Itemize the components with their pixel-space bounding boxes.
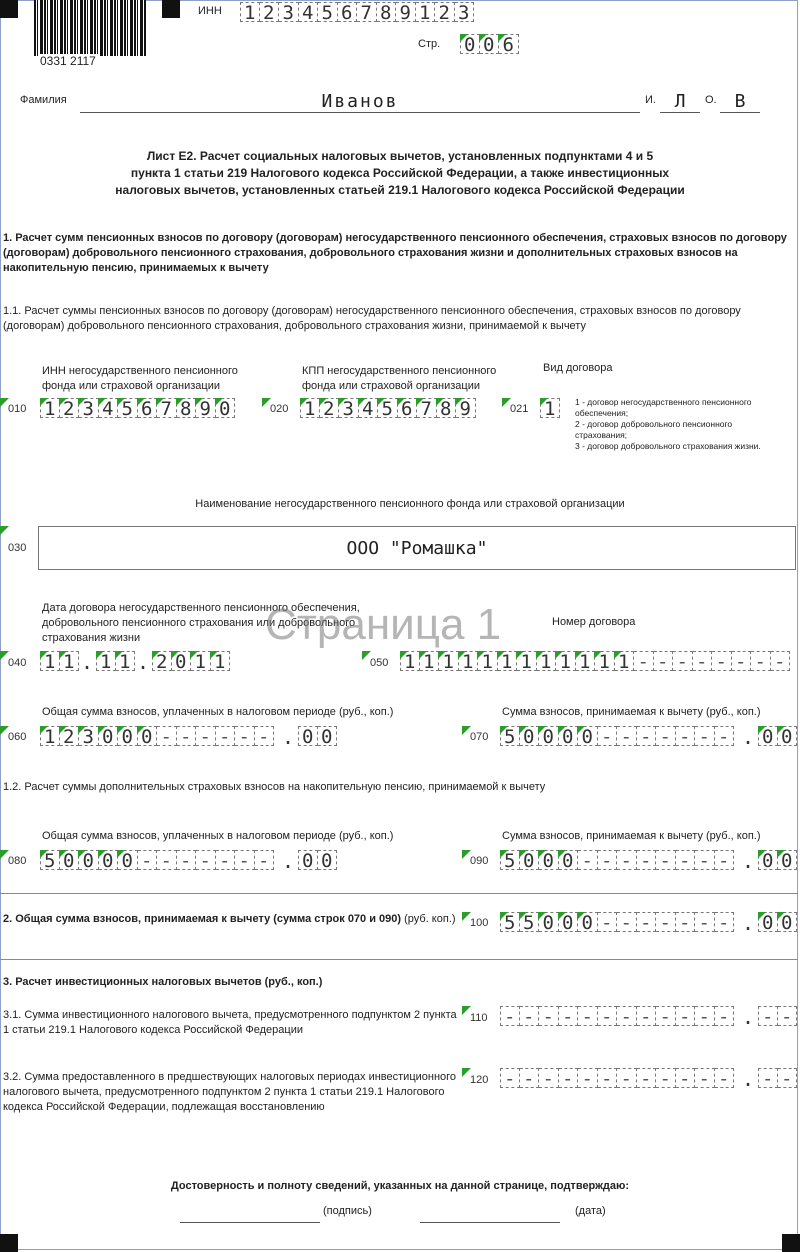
char-cell[interactable]: 8 [437,398,457,418]
signature-line[interactable] [180,1222,320,1223]
char-cell[interactable]: 0 [578,726,598,746]
char-cell[interactable]: 2 [435,2,455,22]
char-cell[interactable]: 0 [99,726,119,746]
date-dot-1: . [80,650,94,674]
char-cell[interactable] [715,1006,735,1026]
char-cell[interactable]: 6 [398,398,418,418]
initial-i-label: И. [645,94,656,106]
char-cell[interactable]: 1 [40,398,60,418]
code-050: 050 [370,657,389,669]
contract-date-year[interactable] [152,651,230,673]
char-cell[interactable]: 1 [211,651,231,671]
code-010: 010 [8,403,27,415]
char-cell[interactable]: 9 [456,398,476,418]
char-cell[interactable] [500,1006,520,1026]
char-cell[interactable] [693,651,713,671]
char-cell[interactable] [695,726,715,746]
date-label: (дата) [575,1205,606,1217]
char-cell[interactable]: 0 [318,850,338,870]
page-label: Стр. [418,38,441,50]
char-cell[interactable] [715,726,735,746]
char-cell[interactable]: 0 [460,34,480,54]
char-cell[interactable]: 3 [455,2,475,22]
dot-060: . [281,725,295,749]
char-cell[interactable]: 0 [520,726,540,746]
char-cell[interactable]: 1 [576,651,596,671]
section2-heading [3,912,458,927]
char-cell[interactable]: 1 [540,398,560,418]
char-cell[interactable]: 2 [320,398,340,418]
inn-fund-cells[interactable] [40,398,235,420]
char-cell[interactable]: 0 [539,850,559,870]
char-cell[interactable]: 1 [116,651,136,671]
divider-2 [0,959,798,960]
code-040: 040 [8,657,27,669]
total-paid-label-1: Общая сумма взносов, уплаченных в налоговом периоде (руб., коп.) [42,706,394,718]
date-dot-2: . [136,650,150,674]
section2-heading-unit: (руб. коп.) [401,913,456,925]
subsection-3-2: 3.2. Сумма предоставленного в предшествующих налоговых периодах инвестиционного налогового вычета, предусмотренного подпунктом 2 пункта 1 статьи 219.1 Налогового кодекса Российской Федерации, подлежащая восстановлению [3,1071,457,1113]
char-cell[interactable] [520,1006,540,1026]
barcode-image [34,0,146,56]
char-cell[interactable] [637,912,657,932]
code-120: 120 [470,1074,489,1086]
char-cell[interactable]: 0 [480,34,500,54]
char-cell[interactable] [559,1006,579,1026]
amount-060-rub[interactable] [40,726,274,748]
char-cell[interactable]: 1 [517,651,537,671]
char-cell[interactable] [598,850,618,870]
amount-060-kop[interactable] [298,726,337,748]
char-cell[interactable] [598,912,618,932]
char-cell[interactable] [656,1068,676,1088]
dot-100: . [741,911,755,935]
subsection-1-1: 1.1. Расчет суммы пенсионных взносов по договору (договорам) негосударственного пенсионного обеспечения, страховых взносов по договору (договорам) добровольного пенсионного страхования, добровольного страхования жизни, принимаемой к вычету [3,305,741,332]
char-cell[interactable]: 1 [537,651,557,671]
row-flag-030 [0,526,9,535]
char-cell[interactable] [656,912,676,932]
char-cell[interactable]: 5 [500,912,520,932]
code-060: 060 [8,731,27,743]
inn-fund-label: ИНН негосударственного пенсионного фонда или страховой организации [42,365,238,392]
char-cell[interactable]: 1 [40,651,60,671]
char-cell[interactable] [578,1006,598,1026]
char-cell[interactable]: 0 [758,726,778,746]
sheet-title: Лист Е2. Расчет социальных налоговых вычетов, установленных подпунктами 4 и 5 пункта 1 статьи 219 Налогового кодекса Российской Федерации, а также инвестиционных налоговых вычетов, установленных статьей 219.1 Налогового кодекса Российской Федерации [115,149,685,197]
fund-name-field[interactable]: ООО "Ромашка" [38,526,796,570]
char-cell[interactable] [778,1068,798,1088]
char-cell[interactable]: 7 [157,398,177,418]
char-cell[interactable] [539,1068,559,1088]
char-cell[interactable] [676,1068,696,1088]
char-cell[interactable]: 3 [339,398,359,418]
dot-080: . [281,849,295,873]
char-cell[interactable]: 8 [177,398,197,418]
char-cell[interactable]: 5 [500,850,520,870]
char-cell[interactable]: 7 [417,398,437,418]
amount-100-kop[interactable] [758,912,797,934]
char-cell[interactable] [778,1006,798,1026]
char-cell[interactable] [715,1068,735,1088]
char-cell[interactable]: 0 [758,912,778,932]
signature-label: (подпись) [323,1205,372,1217]
char-cell[interactable] [598,1068,618,1088]
char-cell[interactable]: 0 [138,726,158,746]
contract-number-label: Номер договора [552,616,636,628]
section3-heading: 3. Расчет инвестиционных налоговых вычетов (руб., коп.) [3,976,323,988]
char-cell[interactable]: 0 [539,912,559,932]
char-cell[interactable] [695,850,715,870]
code-080: 080 [8,855,27,867]
char-cell[interactable] [235,850,255,870]
code-070: 070 [470,731,489,743]
char-cell[interactable]: 0 [778,912,798,932]
code-100: 100 [470,917,489,929]
kpp-fund-label: КПП негосударственного пенсионного фонда или страховой организации [302,365,497,392]
char-cell[interactable]: 0 [298,726,318,746]
amount-090-kop[interactable] [758,850,797,872]
char-cell[interactable] [617,1006,637,1026]
initial-o-label: О. [705,94,717,106]
char-cell[interactable] [255,726,275,746]
char-cell[interactable]: 1 [556,651,576,671]
code-030: 030 [8,542,27,554]
contract-type-note: 1 - договор негосударственного пенсионного обеспечения; 2 - договор добровольного пенсионного страхования; 3 - договор добровольного страхования жизни. [575,397,761,451]
char-cell[interactable]: 2 [260,2,280,22]
char-cell[interactable] [578,1068,598,1088]
char-cell[interactable] [617,726,637,746]
char-cell[interactable] [715,850,735,870]
section1-heading: 1. Расчет сумм пенсионных взносов по договору (договорам) негосударственного пенсионного обеспечения, страховых взносов по договору (договорам) добровольного пенсионного страхования, добровольного страхования жизни и дополнительных страховых взносов на накопительную пенсию, принимаемых к вычету [3,232,787,274]
char-cell[interactable]: 0 [778,726,798,746]
char-cell[interactable] [695,1068,715,1088]
section2-heading-bold: 2. Общая сумма взносов, принимаемая к вычету (сумма строк 070 и 090) [3,913,402,925]
kpp-fund-cells[interactable] [300,398,476,420]
char-cell[interactable]: 2 [60,398,80,418]
char-cell[interactable] [216,726,236,746]
contract-date-month[interactable] [96,651,135,673]
char-cell[interactable]: 0 [559,850,579,870]
amount-120-kop[interactable] [758,1068,797,1090]
contract-type-label: Вид договора [543,362,613,374]
contract-date-day[interactable] [40,651,79,673]
char-cell[interactable]: 5 [40,850,60,870]
surname-line [80,112,640,113]
char-cell[interactable] [216,850,236,870]
deductible-label-1: Сумма взносов, принимаемая к вычету (руб., коп.) [502,706,761,718]
char-cell[interactable]: 9 [396,2,416,22]
char-cell[interactable] [177,726,197,746]
char-cell[interactable]: 5 [500,726,520,746]
amount-110-rub[interactable] [500,1006,734,1028]
contract-type-cells[interactable] [540,398,560,420]
char-cell[interactable] [695,1006,715,1026]
corner-marker-bottom-right [782,1234,800,1252]
char-cell[interactable]: 4 [359,398,379,418]
dot-110: . [741,1005,755,1029]
char-cell[interactable]: 6 [499,34,519,54]
char-cell[interactable] [559,1068,579,1088]
initial-o-line [720,112,760,113]
total-paid-label-2: Общая сумма взносов, уплаченных в налоговом периоде (руб., коп.) [42,830,394,842]
char-cell[interactable]: 1 [40,726,60,746]
char-cell[interactable]: 5 [118,398,138,418]
page-cells[interactable] [460,34,519,56]
confirmation-text: Достоверность и полноту сведений, указанных на данной странице, подтверждаю: [170,1180,630,1192]
char-cell[interactable]: 1 [498,651,518,671]
amount-110-kop[interactable] [758,1006,797,1028]
surname-label: Фамилия [20,94,67,106]
char-cell[interactable]: 1 [96,651,116,671]
char-cell[interactable] [157,726,177,746]
char-cell[interactable] [715,912,735,932]
initial-i-line [660,112,700,113]
initial-i-value[interactable]: Л [674,91,686,112]
char-cell[interactable] [520,1068,540,1088]
char-cell[interactable]: 2 [152,651,172,671]
code-110: 110 [470,1012,488,1024]
char-cell[interactable]: 1 [400,651,420,671]
char-cell[interactable]: 0 [79,850,99,870]
char-cell[interactable] [637,726,657,746]
corner-marker-top-left [0,0,18,18]
char-cell[interactable]: 3 [279,2,299,22]
char-cell[interactable]: 0 [298,850,318,870]
corner-marker-bottom-left [0,1234,18,1252]
char-cell[interactable] [255,850,275,870]
char-cell[interactable]: 9 [196,398,216,418]
char-cell[interactable] [598,726,618,746]
inn-cells[interactable] [240,2,474,24]
char-cell[interactable] [695,912,715,932]
char-cell[interactable]: 1 [478,651,498,671]
char-cell[interactable] [751,651,771,671]
char-cell[interactable] [673,651,693,671]
char-cell[interactable] [157,850,177,870]
dot-090: . [741,849,755,873]
char-cell[interactable]: 6 [138,398,158,418]
initial-o-value[interactable]: В [734,91,746,112]
divider-1 [0,893,798,894]
char-cell[interactable]: 0 [216,398,236,418]
page-watermark: Страница 1 [265,600,502,649]
char-cell[interactable]: 5 [378,398,398,418]
char-cell[interactable] [758,1068,778,1088]
amount-070-rub[interactable] [500,726,734,748]
char-cell[interactable]: 1 [459,651,479,671]
char-cell[interactable]: 0 [118,850,138,870]
char-cell[interactable] [235,726,255,746]
amount-080-rub[interactable] [40,850,274,872]
subsection-1-2: 1.2. Расчет суммы дополнительных страховых взносов на накопительную пенсию, принимаемой к вычету [3,781,546,793]
char-cell[interactable]: 1 [240,2,260,22]
amount-070-kop[interactable] [758,726,797,748]
char-cell[interactable] [676,726,696,746]
char-cell[interactable] [637,1006,657,1026]
char-cell[interactable]: 0 [539,726,559,746]
code-020: 020 [270,403,289,415]
char-cell[interactable]: 3 [79,726,99,746]
char-cell[interactable] [637,1068,657,1088]
char-cell[interactable] [617,850,637,870]
fund-name-label: Наименование негосударственного пенсионного фонда или страховой организации [195,498,625,510]
char-cell[interactable]: 1 [191,651,211,671]
inn-label: ИНН [198,5,222,17]
subsection-3-1: 3.1. Сумма инвестиционного налогового вычета, предусмотренного подпунктом 2 пункта 1 статьи 219.1 Налогового кодекса Российской Федерации [3,1009,457,1036]
char-cell[interactable]: 0 [60,850,80,870]
corner-marker-top [162,0,180,18]
contract-date-label: Дата договора негосударственного пенсионного обеспечения, добровольного пенсионного страхования или добровольного страхования жизни [42,602,360,644]
amount-090-rub[interactable] [500,850,734,872]
char-cell[interactable]: 2 [60,726,80,746]
char-cell[interactable]: 0 [118,726,138,746]
char-cell[interactable] [771,651,791,671]
char-cell[interactable]: 1 [420,651,440,671]
amount-080-kop[interactable] [298,850,337,872]
char-cell[interactable] [656,1006,676,1026]
amount-100-rub[interactable] [500,912,734,934]
dot-070: . [741,725,755,749]
char-cell[interactable]: 1 [60,651,80,671]
char-cell[interactable]: 7 [357,2,377,22]
amount-120-rub[interactable] [500,1068,734,1090]
char-cell[interactable]: 1 [615,651,635,671]
char-cell[interactable]: 8 [377,2,397,22]
char-cell[interactable]: 5 [318,2,338,22]
char-cell[interactable]: 4 [299,2,319,22]
char-cell[interactable] [177,850,197,870]
char-cell[interactable] [196,850,216,870]
char-cell[interactable]: 0 [758,850,778,870]
char-cell[interactable]: 0 [99,850,119,870]
char-cell[interactable] [500,1068,520,1088]
contract-number-cells[interactable] [400,651,790,673]
char-cell[interactable]: 1 [595,651,615,671]
surname-value[interactable]: Иванов [321,91,399,112]
char-cell[interactable] [138,850,158,870]
date-line[interactable] [420,1222,560,1223]
char-cell[interactable]: 6 [338,2,358,22]
char-cell[interactable] [637,850,657,870]
char-cell[interactable]: 1 [300,398,320,418]
char-cell[interactable]: 1 [439,651,459,671]
char-cell[interactable] [676,1006,696,1026]
char-cell[interactable] [196,726,216,746]
char-cell[interactable]: 1 [416,2,436,22]
char-cell[interactable]: 0 [172,651,192,671]
char-cell[interactable] [676,912,696,932]
char-cell[interactable]: 0 [520,850,540,870]
char-cell[interactable] [712,651,732,671]
char-cell[interactable]: 4 [99,398,119,418]
char-cell[interactable] [758,1006,778,1026]
barcode-number: 0331 2117 [40,54,96,68]
char-cell[interactable] [676,850,696,870]
char-cell[interactable]: 0 [559,912,579,932]
char-cell[interactable] [617,1068,637,1088]
char-cell[interactable] [598,1006,618,1026]
char-cell[interactable] [617,912,637,932]
code-090: 090 [470,855,489,867]
char-cell[interactable] [732,651,752,671]
dot-120: . [741,1067,755,1091]
char-cell[interactable]: 3 [79,398,99,418]
char-cell[interactable] [656,726,676,746]
char-cell[interactable]: 0 [318,726,338,746]
char-cell[interactable] [634,651,654,671]
char-cell[interactable] [654,651,674,671]
code-021: 021 [510,403,529,415]
char-cell[interactable]: 0 [578,912,598,932]
char-cell[interactable] [539,1006,559,1026]
char-cell[interactable] [578,850,598,870]
char-cell[interactable]: 5 [520,912,540,932]
char-cell[interactable]: 0 [778,850,798,870]
deductible-label-2: Сумма взносов, принимаемая к вычету (руб., коп.) [502,830,761,842]
char-cell[interactable]: 0 [559,726,579,746]
char-cell[interactable] [656,850,676,870]
